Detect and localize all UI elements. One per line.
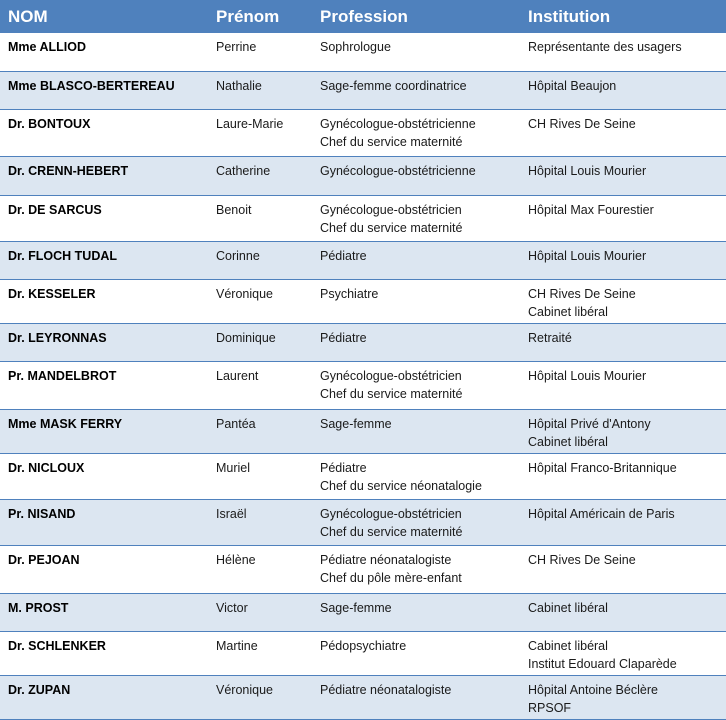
institution-line: Hôpital Américain de Paris bbox=[528, 506, 675, 521]
table-row bbox=[0, 323, 726, 361]
cell-profession bbox=[312, 545, 520, 593]
institution-line: Cabinet libéral bbox=[528, 638, 608, 653]
cell-institution bbox=[520, 453, 726, 499]
cell-profession bbox=[312, 33, 520, 71]
institution-line: CH Rives De Seine bbox=[528, 286, 636, 301]
cell-nom: Pr. MANDELBROT bbox=[0, 361, 208, 409]
cell-prenom: Véronique bbox=[208, 675, 312, 719]
cell-institution bbox=[520, 409, 726, 453]
cell-institution bbox=[520, 499, 726, 545]
institution-line: Hôpital Franco-Britannique bbox=[528, 460, 677, 475]
institution-line: Retraité bbox=[528, 330, 572, 345]
profession-line: Psychiatre bbox=[320, 286, 379, 301]
cell-nom: Dr. NICLOUX bbox=[0, 453, 208, 499]
cell-institution bbox=[520, 71, 726, 109]
institution-line: Cabinet libéral bbox=[528, 304, 608, 319]
header-profession: Profession bbox=[320, 6, 408, 26]
cell-profession bbox=[312, 409, 520, 453]
profession-line: Chef du service maternité bbox=[320, 386, 463, 401]
table-row bbox=[0, 109, 726, 156]
cell-profession bbox=[312, 631, 520, 675]
profession-line: Chef du service maternité bbox=[320, 524, 463, 539]
cell-profession bbox=[312, 453, 520, 499]
table-row bbox=[0, 453, 726, 499]
cell-nom: Dr. SCHLENKER bbox=[0, 631, 208, 675]
cell-institution bbox=[520, 545, 726, 593]
cell-prenom: Laure-Marie bbox=[208, 109, 312, 156]
profession-line: Sage-femme coordinatrice bbox=[320, 78, 467, 93]
institution-line: Hôpital Louis Mourier bbox=[528, 248, 647, 263]
table-row bbox=[0, 361, 726, 409]
institution-line: Représentante des usagers bbox=[528, 40, 682, 54]
cell-profession bbox=[312, 156, 520, 195]
institution-line: Hôpital Max Fourestier bbox=[528, 202, 654, 217]
cell-nom: Dr. ZUPAN bbox=[0, 675, 208, 719]
table-row bbox=[0, 499, 726, 545]
profession-line: Chef du pôle mère-enfant bbox=[320, 570, 462, 585]
profession-line: Chef du service maternité bbox=[320, 220, 463, 235]
table-row bbox=[0, 409, 726, 453]
cell-prenom: Martine bbox=[208, 631, 312, 675]
cell-prenom: Benoit bbox=[208, 195, 312, 241]
cell-nom: Dr. PEJOAN bbox=[0, 545, 208, 593]
header-row bbox=[0, 0, 726, 33]
table-row bbox=[0, 675, 726, 719]
cell-institution bbox=[520, 195, 726, 241]
cell-prenom: Véronique bbox=[208, 279, 312, 323]
cell-profession bbox=[312, 675, 520, 719]
header-institution: Institution bbox=[528, 6, 611, 26]
table-row bbox=[0, 631, 726, 675]
profession-line: Gynécologue-obstétricien bbox=[320, 506, 462, 521]
cell-prenom: Victor bbox=[208, 593, 312, 631]
profession-line: Sage-femme bbox=[320, 416, 392, 431]
institution-line: CH Rives De Seine bbox=[528, 116, 636, 131]
institution-line: Hôpital Privé d'Antony bbox=[528, 416, 651, 431]
cell-profession bbox=[312, 593, 520, 631]
profession-line: Chef du service néonatalogie bbox=[320, 478, 482, 493]
cell-prenom: Catherine bbox=[208, 156, 312, 195]
institution-line: Hôpital Louis Mourier bbox=[528, 163, 647, 178]
profession-line: Gynécologue-obstétricienne bbox=[320, 163, 476, 178]
cell-nom: Dr. LEYRONNAS bbox=[0, 323, 208, 361]
cell-nom: Dr. DE SARCUS bbox=[0, 195, 208, 241]
table-row bbox=[0, 593, 726, 631]
cell-prenom: Israël bbox=[208, 499, 312, 545]
institution-line: Institut Edouard Claparède bbox=[528, 656, 677, 671]
profession-line: Pédiatre bbox=[320, 248, 367, 263]
profession-line: Sophrologue bbox=[320, 40, 391, 54]
cell-institution bbox=[520, 593, 726, 631]
cell-nom: Dr. BONTOUX bbox=[0, 109, 208, 156]
header-nom: NOM bbox=[8, 6, 48, 26]
cell-institution bbox=[520, 109, 726, 156]
table-row bbox=[0, 71, 726, 109]
profession-line: Sage-femme bbox=[320, 600, 392, 615]
cell-institution bbox=[520, 156, 726, 195]
cell-profession bbox=[312, 109, 520, 156]
cell-profession bbox=[312, 71, 520, 109]
cell-prenom: Muriel bbox=[208, 453, 312, 499]
cell-profession bbox=[312, 323, 520, 361]
cell-nom: M. PROST bbox=[0, 593, 208, 631]
profession-line: Pédiatre néonatalogiste bbox=[320, 682, 452, 697]
profession-line: Pédiatre néonatalogiste bbox=[320, 552, 452, 567]
table-row bbox=[0, 195, 726, 241]
cell-profession bbox=[312, 241, 520, 279]
institution-line: Cabinet libéral bbox=[528, 600, 608, 615]
cell-profession bbox=[312, 361, 520, 409]
profession-line: Chef du service maternité bbox=[320, 134, 463, 149]
cell-institution bbox=[520, 33, 726, 71]
cell-institution bbox=[520, 241, 726, 279]
institution-line: Hôpital Antoine Béclère bbox=[528, 682, 658, 697]
cell-profession bbox=[312, 499, 520, 545]
cell-institution bbox=[520, 675, 726, 719]
table-row bbox=[0, 241, 726, 279]
cell-prenom: Nathalie bbox=[208, 71, 312, 109]
table-row bbox=[0, 156, 726, 195]
cell-nom: Dr. CRENN-HEBERT bbox=[0, 156, 208, 195]
profession-line: Pédiatre bbox=[320, 330, 367, 345]
table-row bbox=[0, 279, 726, 323]
cell-profession bbox=[312, 195, 520, 241]
cell-prenom: Pantéa bbox=[208, 409, 312, 453]
header-prenom: Prénom bbox=[216, 6, 280, 26]
institution-line: Hôpital Beaujon bbox=[528, 78, 617, 93]
cell-nom: Dr. FLOCH TUDAL bbox=[0, 241, 208, 279]
cell-institution bbox=[520, 323, 726, 361]
cell-nom: Pr. NISAND bbox=[0, 499, 208, 545]
cell-institution bbox=[520, 361, 726, 409]
cell-prenom: Laurent bbox=[208, 361, 312, 409]
institution-line: Cabinet libéral bbox=[528, 434, 608, 449]
cell-prenom: Corinne bbox=[208, 241, 312, 279]
cell-institution bbox=[520, 631, 726, 675]
profession-line: Pédiatre bbox=[320, 460, 367, 475]
cell-prenom: Dominique bbox=[208, 323, 312, 361]
cell-prenom: Perrine bbox=[208, 33, 312, 71]
table-row bbox=[0, 545, 726, 593]
cell-nom: Mme ALLIOD bbox=[0, 33, 208, 71]
institution-line: CH Rives De Seine bbox=[528, 552, 636, 567]
cell-institution bbox=[520, 279, 726, 323]
cell-prenom: Hélène bbox=[208, 545, 312, 593]
cell-nom: Mme BLASCO-BERTEREAU bbox=[0, 71, 208, 109]
table-row bbox=[0, 33, 726, 71]
institution-line: RPSOF bbox=[528, 700, 572, 715]
profession-line: Pédopsychiatre bbox=[320, 638, 407, 653]
profession-line: Gynécologue-obstétricien bbox=[320, 368, 462, 383]
institution-line: Hôpital Louis Mourier bbox=[528, 368, 647, 383]
cell-profession bbox=[312, 279, 520, 323]
profession-line: Gynécologue-obstétricienne bbox=[320, 116, 476, 131]
cell-nom: Dr. KESSELER bbox=[0, 279, 208, 323]
profession-line: Gynécologue-obstétricien bbox=[320, 202, 462, 217]
cell-nom: Mme MASK FERRY bbox=[0, 409, 208, 453]
